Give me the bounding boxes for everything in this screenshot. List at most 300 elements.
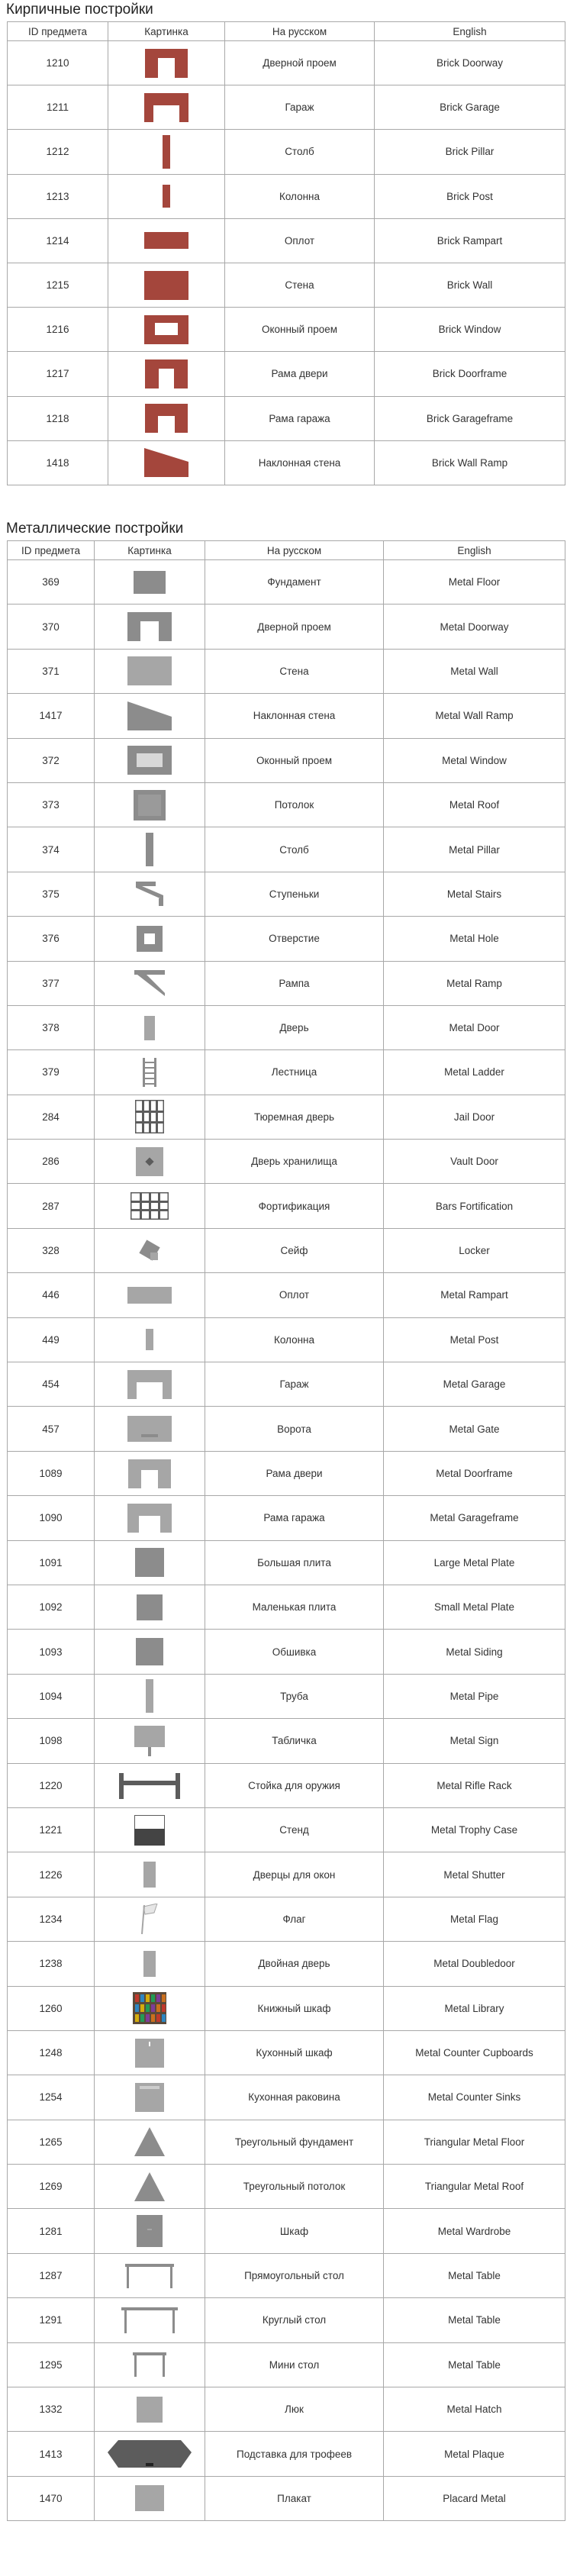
item-russian-name-cell: Стенд <box>205 1807 384 1852</box>
item-russian-name-cell: Кухонная раковина <box>205 2075 384 2120</box>
metal-shutter-icon <box>95 1852 205 1896</box>
item-english-name-cell: Metal Ramp <box>384 961 565 1005</box>
item-english-name-cell: Metal Wall <box>384 649 565 693</box>
table-row <box>8 2075 565 2120</box>
table-row <box>8 1362 565 1407</box>
metal-stairs-icon <box>95 872 205 916</box>
item-id-cell: 1281 <box>8 2209 95 2253</box>
metal-hole-icon <box>95 917 205 960</box>
item-id-cell: 286 <box>8 1140 95 1184</box>
item-picture-cell <box>95 1140 205 1184</box>
item-picture-cell <box>95 2165 205 2209</box>
item-picture-cell <box>95 1005 205 1049</box>
item-russian-name-cell: Фундамент <box>205 560 384 605</box>
item-id-cell: 1092 <box>8 1585 95 1629</box>
item-english-name-cell: Metal Window <box>384 738 565 782</box>
item-picture-cell <box>95 782 205 827</box>
table-row <box>8 2030 565 2075</box>
item-picture-cell <box>108 396 225 440</box>
item-english-name-cell: Metal Doorway <box>384 605 565 649</box>
item-russian-name-cell: Флаг <box>205 1897 384 1941</box>
item-english-name-cell: Jail Door <box>384 1095 565 1139</box>
jail-door-icon <box>95 1095 205 1139</box>
item-english-name-cell: Metal Gate <box>384 1407 565 1451</box>
item-id-cell: 1212 <box>8 130 108 174</box>
item-picture-cell <box>95 560 205 605</box>
col-header-english: English <box>375 22 565 41</box>
col-header-picture: Картинка <box>95 541 205 560</box>
table-row <box>8 917 565 961</box>
item-russian-name-cell: Люк <box>205 2387 384 2432</box>
item-russian-name-cell: Рама двери <box>205 1451 384 1495</box>
item-id-cell: 1213 <box>8 174 108 218</box>
item-id-cell: 1089 <box>8 1451 95 1495</box>
item-picture-cell <box>95 872 205 916</box>
brick-wall-ramp-icon <box>108 441 224 485</box>
brick-table-header-row <box>8 22 565 41</box>
item-russian-name-cell: Табличка <box>205 1719 384 1763</box>
item-english-name-cell: Brick Doorframe <box>375 352 565 396</box>
item-picture-cell <box>95 1719 205 1763</box>
item-picture-cell <box>95 605 205 649</box>
table-row <box>8 2342 565 2387</box>
item-english-name-cell: Brick Wall <box>375 263 565 307</box>
item-english-name-cell: Placard Metal <box>384 2476 565 2520</box>
table-row <box>8 1986 565 2030</box>
table-row <box>8 1496 565 1540</box>
item-russian-name-cell: Большая плита <box>205 1540 384 1585</box>
item-picture-cell <box>95 2030 205 2075</box>
item-russian-name-cell: Потолок <box>205 782 384 827</box>
col-header-id: ID предмета <box>8 22 108 41</box>
item-english-name-cell: Metal Table <box>384 2342 565 2387</box>
item-picture-cell <box>108 440 225 485</box>
table-row <box>8 2120 565 2164</box>
item-english-name-cell: Metal Post <box>384 1317 565 1362</box>
item-russian-name-cell: Шкаф <box>205 2209 384 2253</box>
table-row <box>8 1763 565 1807</box>
item-english-name-cell: Metal Rifle Rack <box>384 1763 565 1807</box>
item-english-name-cell: Metal Pipe <box>384 1674 565 1718</box>
placard-metal-icon <box>95 2477 205 2520</box>
item-picture-cell <box>95 1228 205 1272</box>
item-english-name-cell: Triangular Metal Roof <box>384 2165 565 2209</box>
metal-doorframe-icon <box>95 1452 205 1495</box>
item-russian-name-cell: Оплот <box>225 218 375 263</box>
metal-hatch-icon <box>95 2387 205 2431</box>
item-russian-name-cell: Дверь <box>205 1005 384 1049</box>
item-russian-name-cell: Наклонная стена <box>225 440 375 485</box>
item-english-name-cell: Metal Pillar <box>384 827 565 872</box>
item-english-name-cell: Metal Hatch <box>384 2387 565 2432</box>
table-row <box>8 1095 565 1139</box>
item-english-name-cell: Metal Sign <box>384 1719 565 1763</box>
triangular-metal-floor-icon <box>95 2120 205 2164</box>
bars-fortification-icon <box>95 1184 205 1227</box>
item-picture-cell <box>95 1585 205 1629</box>
brick-doorway-icon <box>108 41 224 85</box>
item-russian-name-cell: Стена <box>205 649 384 693</box>
table-row <box>8 738 565 782</box>
item-russian-name-cell: Прямоугольный стол <box>205 2253 384 2297</box>
item-id-cell: 1295 <box>8 2342 95 2387</box>
item-english-name-cell: Metal Doubledoor <box>384 1942 565 1986</box>
item-id-cell: 1098 <box>8 1719 95 1763</box>
item-english-name-cell: Small Metal Plate <box>384 1585 565 1629</box>
item-russian-name-cell: Колонна <box>205 1317 384 1362</box>
item-english-name-cell: Metal Rampart <box>384 1273 565 1317</box>
item-picture-cell <box>95 1942 205 1986</box>
item-picture-cell <box>95 1897 205 1941</box>
table-row <box>8 1674 565 1718</box>
brick-window-icon <box>108 308 224 351</box>
brick-garage-icon <box>108 85 224 129</box>
table-row <box>8 1719 565 1763</box>
item-picture-cell <box>95 2253 205 2297</box>
table-row <box>8 2209 565 2253</box>
metal-wall-icon <box>95 650 205 693</box>
table-row <box>8 2432 565 2476</box>
table-row <box>8 827 565 872</box>
table-row <box>8 1228 565 1272</box>
item-english-name-cell: Metal Wardrobe <box>384 2209 565 2253</box>
item-russian-name-cell: Подставка для трофеев <box>205 2432 384 2476</box>
item-english-name-cell: Metal Hole <box>384 917 565 961</box>
metal-section <box>0 519 565 2521</box>
table-row <box>8 1050 565 1095</box>
item-russian-name-cell: Колонна <box>225 174 375 218</box>
item-english-name-cell: Metal Garageframe <box>384 1496 565 1540</box>
item-english-name-cell: Brick Rampart <box>375 218 565 263</box>
table-row <box>8 440 565 485</box>
item-english-name-cell: Brick Wall Ramp <box>375 440 565 485</box>
table-row <box>8 872 565 916</box>
metal-wardrobe-icon <box>95 2209 205 2252</box>
table-row <box>8 130 565 174</box>
metal-table <box>7 540 565 2521</box>
metal-rampart-icon <box>95 1273 205 1317</box>
item-id-cell: 1216 <box>8 308 108 352</box>
brick-table <box>7 21 565 485</box>
metal-floor-icon <box>95 560 205 604</box>
item-id-cell: 1287 <box>8 2253 95 2297</box>
item-picture-cell <box>95 1496 205 1540</box>
metal-ladder-icon <box>95 1050 205 1094</box>
item-russian-name-cell: Отверстие <box>205 917 384 961</box>
item-id-cell: 1260 <box>8 1986 95 2030</box>
item-english-name-cell: Metal Door <box>384 1005 565 1049</box>
item-english-name-cell: Brick Post <box>375 174 565 218</box>
table-row <box>8 1585 565 1629</box>
item-english-name-cell: Vault Door <box>384 1140 565 1184</box>
table-row <box>8 2387 565 2432</box>
brick-garageframe-icon <box>108 397 224 440</box>
item-id-cell: 373 <box>8 782 95 827</box>
item-picture-cell <box>95 1451 205 1495</box>
item-english-name-cell: Metal Siding <box>384 1630 565 1674</box>
metal-plaque-icon <box>95 2432 205 2475</box>
metal-pillar-icon <box>95 827 205 871</box>
item-id-cell: 1214 <box>8 218 108 263</box>
item-english-name-cell: Metal Roof <box>384 782 565 827</box>
item-picture-cell <box>95 1763 205 1807</box>
item-russian-name-cell: Рама гаража <box>205 1496 384 1540</box>
item-russian-name-cell: Мини стол <box>205 2342 384 2387</box>
item-picture-cell <box>95 2209 205 2253</box>
metal-door-icon <box>95 1006 205 1049</box>
item-id-cell: 1090 <box>8 1496 95 1540</box>
item-picture-cell <box>108 174 225 218</box>
metal-pipe-icon <box>95 1675 205 1718</box>
item-id-cell: 1238 <box>8 1942 95 1986</box>
item-picture-cell <box>95 2298 205 2342</box>
item-picture-cell <box>95 2387 205 2432</box>
vault-door-icon <box>95 1140 205 1183</box>
table-row <box>8 961 565 1005</box>
item-id-cell: 1221 <box>8 1807 95 1852</box>
metal-round-table-icon <box>95 2298 205 2342</box>
item-english-name-cell: Metal Doorframe <box>384 1451 565 1495</box>
item-picture-cell <box>95 1273 205 1317</box>
table-row <box>8 352 565 396</box>
brick-section-title: Кирпичные постройки <box>6 2 153 18</box>
item-picture-cell <box>95 2342 205 2387</box>
item-english-name-cell: Metal Garage <box>384 1362 565 1407</box>
item-picture-cell <box>95 1184 205 1228</box>
metal-roof-icon <box>95 783 205 827</box>
table-row <box>8 1273 565 1317</box>
item-picture-cell <box>95 2075 205 2120</box>
item-english-name-cell: Triangular Metal Floor <box>384 2120 565 2164</box>
metal-mini-table-icon <box>95 2343 205 2387</box>
item-russian-name-cell: Гараж <box>225 85 375 130</box>
item-russian-name-cell: Лестница <box>205 1050 384 1095</box>
table-row <box>8 1630 565 1674</box>
item-russian-name-cell: Треугольный фундамент <box>205 2120 384 2164</box>
item-english-name-cell: Metal Counter Sinks <box>384 2075 565 2120</box>
item-russian-name-cell: Сейф <box>205 1228 384 1272</box>
brick-section <box>0 0 565 485</box>
item-id-cell: 446 <box>8 1273 95 1317</box>
item-english-name-cell: Metal Trophy Case <box>384 1807 565 1852</box>
item-russian-name-cell: Ступеньки <box>205 872 384 916</box>
item-picture-cell <box>95 1407 205 1451</box>
metal-post-icon <box>95 1318 205 1362</box>
item-russian-name-cell: Оплот <box>205 1273 384 1317</box>
col-header-russian: На русском <box>225 22 375 41</box>
item-english-name-cell: Brick Doorway <box>375 41 565 85</box>
item-english-name-cell: Metal Table <box>384 2253 565 2297</box>
large-metal-plate-icon <box>95 1541 205 1585</box>
table-row <box>8 2165 565 2209</box>
item-id-cell: 454 <box>8 1362 95 1407</box>
brick-doorframe-icon <box>108 352 224 395</box>
item-english-name-cell: Metal Shutter <box>384 1852 565 1897</box>
table-row <box>8 396 565 440</box>
item-russian-name-cell: Стена <box>225 263 375 307</box>
item-id-cell: 1470 <box>8 2476 95 2520</box>
item-id-cell: 449 <box>8 1317 95 1362</box>
item-russian-name-cell: Фортификация <box>205 1184 384 1228</box>
item-russian-name-cell: Оконный проем <box>205 738 384 782</box>
item-english-name-cell: Metal Counter Cupboards <box>384 2030 565 2075</box>
table-row <box>8 174 565 218</box>
item-id-cell: 1226 <box>8 1852 95 1897</box>
item-russian-name-cell: Оконный проем <box>225 308 375 352</box>
item-picture-cell <box>108 130 225 174</box>
item-russian-name-cell: Рама гаража <box>225 396 375 440</box>
metal-counter-cupboards-icon <box>95 2031 205 2075</box>
item-picture-cell <box>95 1095 205 1139</box>
table-row <box>8 1807 565 1852</box>
item-russian-name-cell: Стойка для оружия <box>205 1763 384 1807</box>
table-row <box>8 782 565 827</box>
item-id-cell: 1093 <box>8 1630 95 1674</box>
item-picture-cell <box>95 917 205 961</box>
item-picture-cell <box>95 1807 205 1852</box>
table-row <box>8 2476 565 2520</box>
metal-garage-icon <box>95 1362 205 1406</box>
item-english-name-cell: Brick Garage <box>375 85 565 130</box>
brick-post-icon <box>108 175 224 218</box>
metal-doubledoor-icon <box>95 1942 205 1985</box>
table-row <box>8 218 565 263</box>
item-picture-cell <box>95 1317 205 1362</box>
item-id-cell: 1413 <box>8 2432 95 2476</box>
item-picture-cell <box>95 827 205 872</box>
item-id-cell: 1417 <box>8 694 95 738</box>
metal-siding-icon <box>95 1630 205 1673</box>
table-row <box>8 1451 565 1495</box>
metal-rifle-rack-icon <box>95 1764 205 1807</box>
table-row <box>8 85 565 130</box>
item-picture-cell <box>95 1986 205 2030</box>
item-id-cell: 1248 <box>8 2030 95 2075</box>
item-id-cell: 1332 <box>8 2387 95 2432</box>
item-id-cell: 1291 <box>8 2298 95 2342</box>
item-id-cell: 378 <box>8 1005 95 1049</box>
item-russian-name-cell: Дверцы для окон <box>205 1852 384 1897</box>
item-picture-cell <box>95 1362 205 1407</box>
item-picture-cell <box>108 41 225 85</box>
table-row <box>8 2253 565 2297</box>
item-english-name-cell: Metal Wall Ramp <box>384 694 565 738</box>
table-row <box>8 1897 565 1941</box>
metal-doorway-icon <box>95 605 205 648</box>
item-english-name-cell: Locker <box>384 1228 565 1272</box>
item-picture-cell <box>95 961 205 1005</box>
table-row <box>8 560 565 605</box>
item-id-cell: 1418 <box>8 440 108 485</box>
metal-library-icon <box>95 1987 205 2030</box>
item-russian-name-cell: Тюремная дверь <box>205 1095 384 1139</box>
item-russian-name-cell: Столб <box>205 827 384 872</box>
item-picture-cell <box>95 1540 205 1585</box>
item-english-name-cell: Brick Garageframe <box>375 396 565 440</box>
item-id-cell: 1254 <box>8 2075 95 2120</box>
item-id-cell: 369 <box>8 560 95 605</box>
item-english-name-cell: Brick Window <box>375 308 565 352</box>
item-english-name-cell: Metal Library <box>384 1986 565 2030</box>
metal-window-icon <box>95 739 205 782</box>
item-russian-name-cell: Гараж <box>205 1362 384 1407</box>
item-picture-cell <box>95 2476 205 2520</box>
brick-wall-icon <box>108 263 224 307</box>
table-row <box>8 2298 565 2342</box>
item-english-name-cell: Large Metal Plate <box>384 1540 565 1585</box>
metal-sign-icon <box>95 1719 205 1762</box>
item-russian-name-cell: Дверной проем <box>225 41 375 85</box>
item-id-cell: 375 <box>8 872 95 916</box>
table-row <box>8 1140 565 1184</box>
item-russian-name-cell: Рама двери <box>225 352 375 396</box>
item-id-cell: 1234 <box>8 1897 95 1941</box>
col-header-english: English <box>384 541 565 560</box>
item-english-name-cell: Metal Floor <box>384 560 565 605</box>
item-id-cell: 1217 <box>8 352 108 396</box>
item-id-cell: 328 <box>8 1228 95 1272</box>
metal-flag-icon <box>95 1897 205 1941</box>
metal-table-header-row <box>8 541 565 560</box>
brick-rampart-icon <box>108 219 224 263</box>
item-russian-name-cell: Ворота <box>205 1407 384 1451</box>
item-id-cell: 1094 <box>8 1674 95 1718</box>
item-id-cell: 1215 <box>8 263 108 307</box>
table-row <box>8 41 565 85</box>
item-id-cell: 1210 <box>8 41 108 85</box>
triangular-metal-roof-icon <box>95 2165 205 2208</box>
item-picture-cell <box>95 1050 205 1095</box>
item-id-cell: 376 <box>8 917 95 961</box>
item-picture-cell <box>108 263 225 307</box>
metal-counter-sinks-icon <box>95 2075 205 2119</box>
item-english-name-cell: Metal Stairs <box>384 872 565 916</box>
item-picture-cell <box>95 2432 205 2476</box>
col-header-id: ID предмета <box>8 541 95 560</box>
small-metal-plate-icon <box>95 1585 205 1629</box>
item-picture-cell <box>95 649 205 693</box>
item-russian-name-cell: Дверь хранилища <box>205 1140 384 1184</box>
item-russian-name-cell: Кухонный шкаф <box>205 2030 384 2075</box>
metal-gate-icon <box>95 1407 205 1450</box>
table-row <box>8 1407 565 1451</box>
table-row <box>8 263 565 307</box>
item-id-cell: 287 <box>8 1184 95 1228</box>
item-picture-cell <box>95 694 205 738</box>
metal-rect-table-icon <box>95 2254 205 2297</box>
item-russian-name-cell: Книжный шкаф <box>205 1986 384 2030</box>
item-picture-cell <box>108 85 225 130</box>
brick-pillar-icon <box>108 130 224 173</box>
item-picture-cell <box>108 308 225 352</box>
item-russian-name-cell: Плакат <box>205 2476 384 2520</box>
item-picture-cell <box>95 738 205 782</box>
item-picture-cell <box>95 1630 205 1674</box>
table-row <box>8 308 565 352</box>
metal-ramp-icon <box>95 962 205 1005</box>
item-id-cell: 377 <box>8 961 95 1005</box>
item-picture-cell <box>95 1674 205 1718</box>
item-id-cell: 370 <box>8 605 95 649</box>
item-english-name-cell: Metal Table <box>384 2298 565 2342</box>
table-row <box>8 605 565 649</box>
item-russian-name-cell: Круглый стол <box>205 2298 384 2342</box>
item-id-cell: 379 <box>8 1050 95 1095</box>
item-id-cell: 1269 <box>8 2165 95 2209</box>
metal-garageframe-icon <box>95 1496 205 1539</box>
table-row <box>8 1852 565 1897</box>
item-id-cell: 371 <box>8 649 95 693</box>
